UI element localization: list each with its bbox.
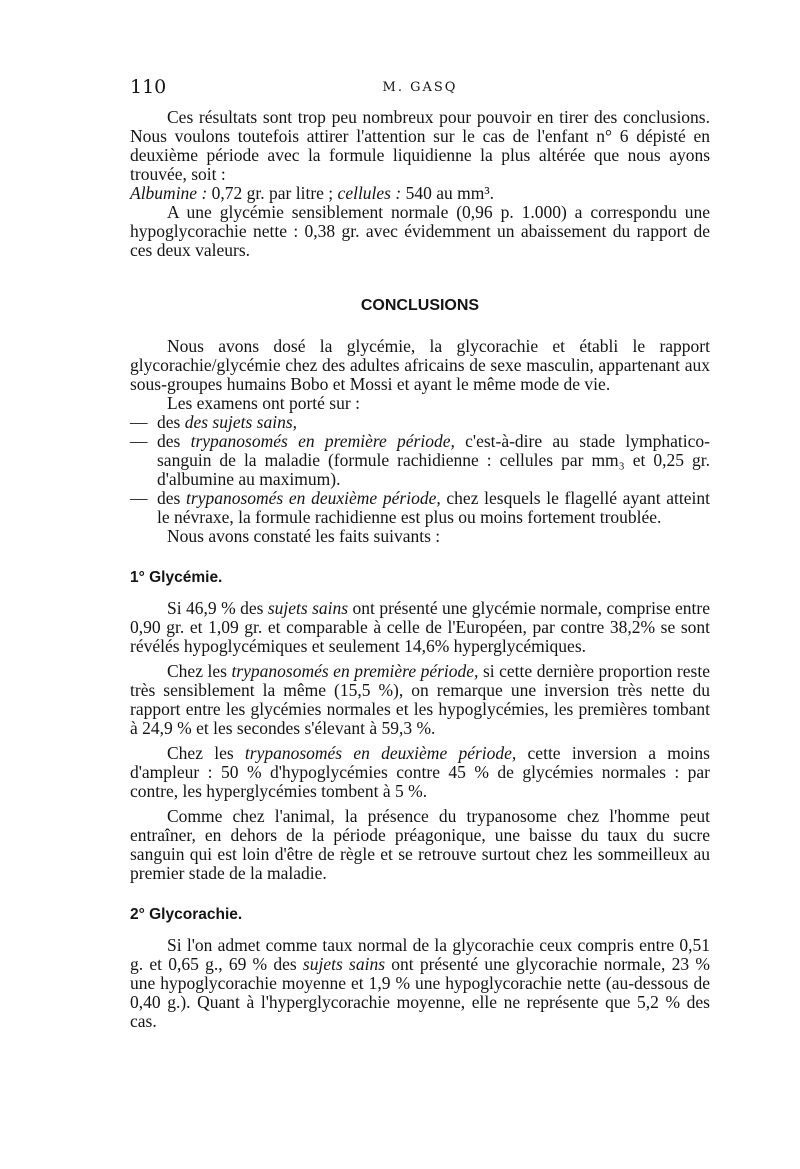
list-item-deuxieme-periode (130, 489, 710, 527)
subheading-glycorachie: 2° Glycorachie. (130, 906, 243, 923)
intro-paragraph-2: A une glycémie sensiblement normale (0,96 p. 1.000) a correspondu une hypoglycorachie nette : 0,38 gr. avec évidemment un abaissement du rapport de ces deux valeurs. (130, 202, 710, 260)
facts-intro: Nous avons constaté les faits suivants : (167, 526, 441, 546)
italic-run: sujets sains (267, 598, 349, 618)
dash-marker: — (130, 431, 148, 451)
text-run: Chez les (167, 661, 232, 681)
glycemie-paragraph-1 (130, 599, 710, 656)
text-run: ont présenté une glycorachie normale, 23 % une hypoglycorachie moyenne et 1,9 % une hypoglycorachie nette (au-dessous de 0,40 g.). Quant à l'hyperglycorachie moyenne, elle ne représente que 5,2 % des cas. (130, 954, 710, 1031)
italic-run: trypanosomés en deuxième période, (244, 743, 517, 763)
dash-marker: — (130, 412, 148, 432)
albumine-value: 0,72 gr. par litre ; (207, 183, 338, 203)
glycemie-paragraph-4: Comme chez l'animal, la présence du trypanosome chez l'homme peut entraîner, en dehors de la période préagonique, une baisse du taux du sucre sanguin qui est loin d'être de règle et se retrouve surtout chez les sommeilleux au premier stade de la maladie. (130, 806, 710, 883)
italic-run: sujets sains (302, 954, 385, 974)
text-run: Si 46,9 % des (167, 598, 268, 618)
list-item-premiere-periode (130, 432, 710, 489)
text-run: si cette dernière proportion reste très sensiblement la même (15,5 %), on remarque une inversion très nette du rapport entre les glycémies normales et les hypoglycémies, les premières tombant à 24,9 % et les secondes s'élevant à 59,3 %. (130, 661, 710, 738)
italic-run: trypanosomés en première période, (231, 661, 479, 681)
body-text (130, 108, 710, 1031)
glycorachie-paragraph-1 (130, 936, 710, 1031)
text-run: Chez les (167, 743, 245, 763)
intro-paragraph: Ces résultats sont trop peu nombreux pour pouvoir en tirer des conclusions. Nous voulons toutefois attirer l'attention sur le cas de l'enfant n° 6 dépisté en deuxième période avec la formule liquidienne la plus altérée que nous ayons trouvée, soit : (130, 107, 710, 184)
text-run: ont présenté une glycémie normale, comprise entre 0,90 gr. et 1,09 gr. et comparable à celle de l'Européen, par contre 38,2% se sont révélés hypoglycémiques et seulement 14,6% hyperglycémiques. (130, 598, 710, 656)
list-item-prefix: des (157, 431, 191, 451)
page-header (130, 76, 710, 100)
text-run: cette inversion a moins d'ampleur : 50 % d'hypoglycémies contre 45 % de glycémies normales : par contre, les hyperglycémies tombent à 5 %. (130, 743, 710, 801)
list-item-italic: des sujets sains, (184, 412, 298, 432)
dash-marker: — (130, 488, 148, 508)
albumine-label: Albumine : (130, 183, 208, 203)
text-run: Si l'on admet comme taux normal de la glycorachie ceux compris entre 0,51 g. et 0,65 g., 69 % des (130, 935, 710, 974)
page-number: 110 (130, 76, 167, 98)
subheading-glycemie: 1° Glycémie. (130, 569, 223, 586)
section-title-conclusions: CONCLUSIONS (360, 297, 480, 314)
cellules-value: 540 au mm³. (401, 183, 494, 203)
list-item-italic: trypanosomés en deuxième période, (186, 488, 441, 508)
csf-values-line (130, 184, 710, 203)
glycemie-paragraph-3 (130, 744, 710, 801)
list-item-text: chez lesquels le flagellé ayant atteint le névraxe, la formule rachidienne est plus ou moins fortement troublée. (157, 488, 710, 527)
list-item-prefix: des (157, 488, 187, 508)
conclusions-paragraph: Nous avons dosé la glycémie, la glycorachie et établi le rapport glycorachie/glycémie chez des adultes africains de sexe masculin, appartenant aux sous-groupes humains Bobo et Mossi et ayant le même mode de vie. (130, 336, 710, 394)
running-head: M. GASQ (382, 80, 458, 95)
cellules-label: cellules : (337, 183, 402, 203)
glycemie-paragraph-2 (130, 662, 710, 738)
list-item-text: c'est-à-dire au stade lymphatico-sanguin de la maladie (formule rachidienne : cellules par mm₃ et 0,25 gr. d'albumine au maximum). (157, 431, 710, 489)
list-item-sujets-sains: — des des sujets sains, (130, 412, 298, 432)
exams-intro: Les examens ont porté sur : (167, 393, 360, 413)
list-item-italic: trypanosomés en première période, (190, 431, 455, 451)
